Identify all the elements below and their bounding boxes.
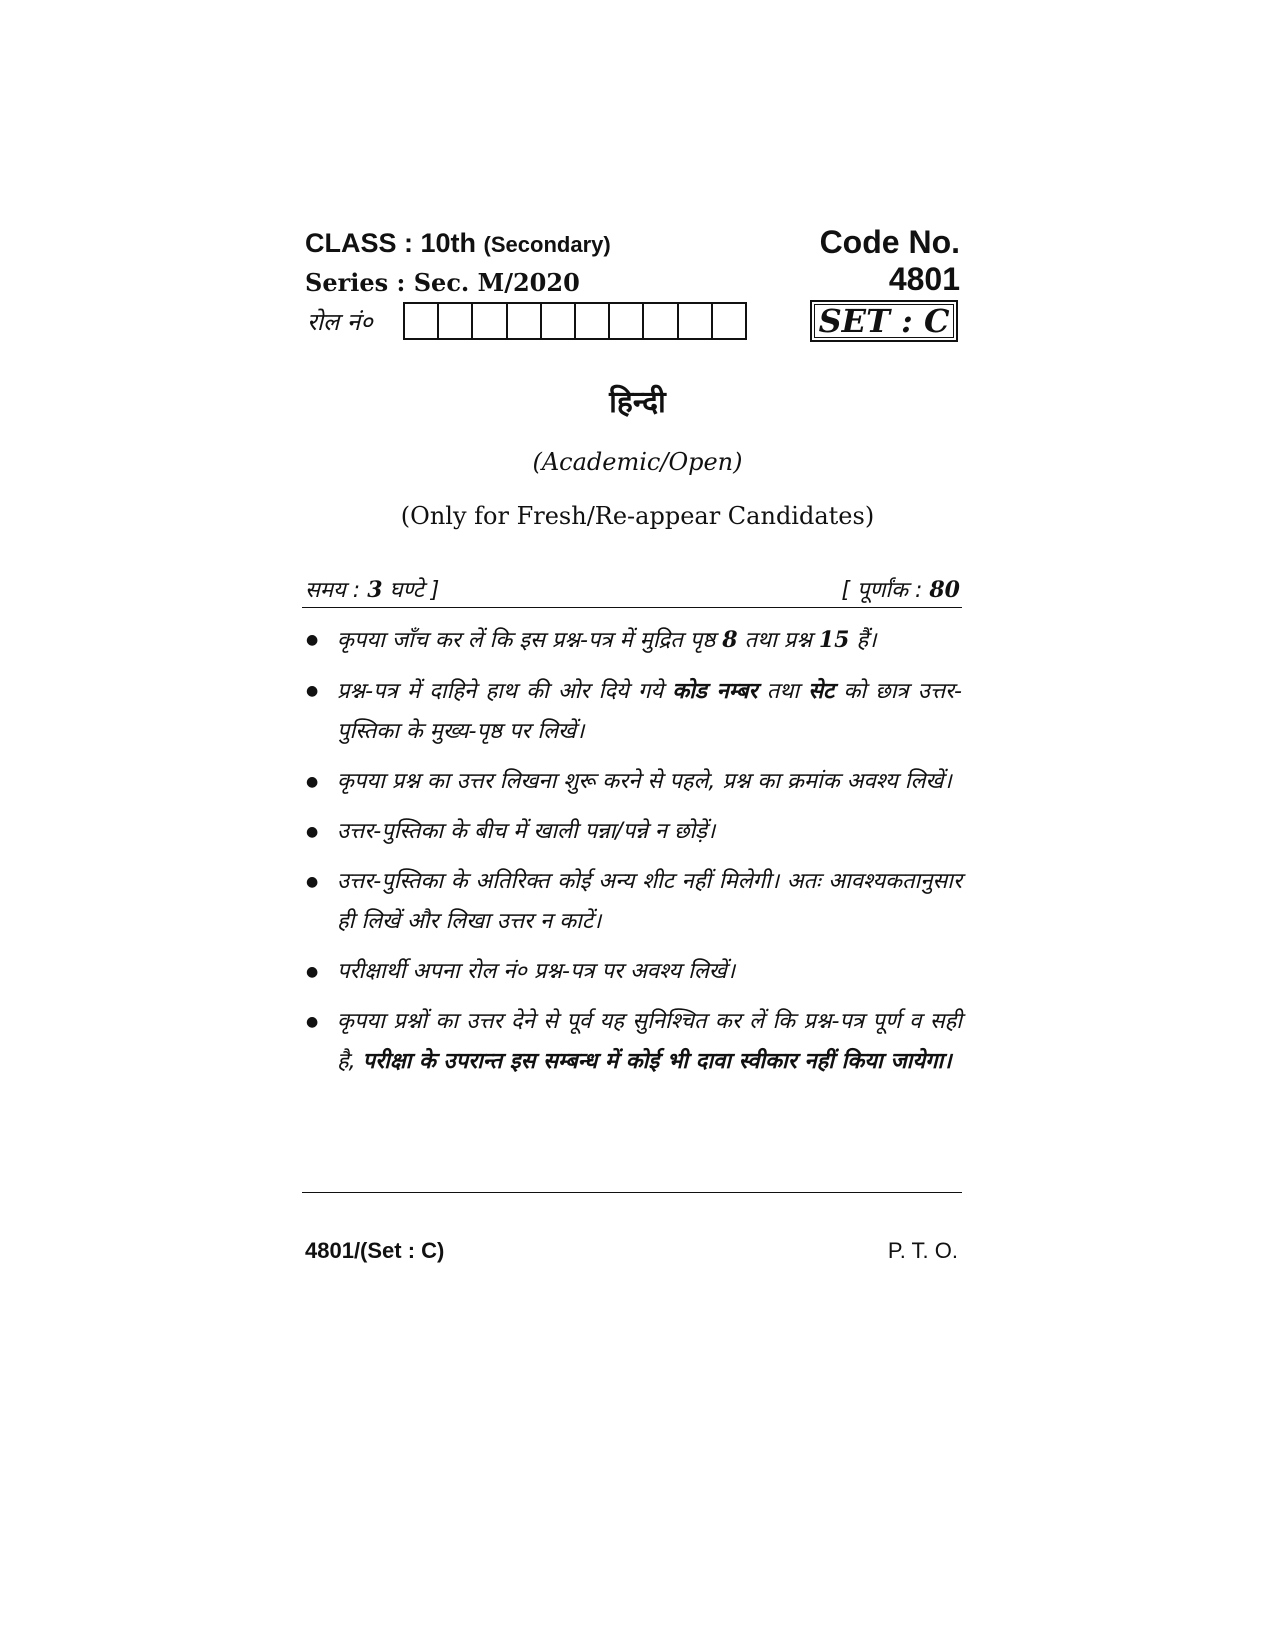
- code-number: Code No. 4801: [819, 224, 960, 297]
- roll-digit-box[interactable]: [508, 304, 542, 338]
- subject-title: हिन्दी: [609, 385, 666, 420]
- roll-digit-box[interactable]: [679, 304, 713, 338]
- instruction-item: ● उत्तर-पुस्तिका के अतिरिक्त कोई अन्य शीट नहीं मिलेगी। अतः आवश्यकतानुसार ही लिखें और लिखा उत्तर न काटें।: [302, 862, 962, 942]
- stream-label: (Academic/Open): [532, 448, 743, 476]
- time-label: समय :: [305, 578, 368, 603]
- roll-digit-box[interactable]: [610, 304, 644, 338]
- roll-digit-box[interactable]: [473, 304, 507, 338]
- roll-digit-box[interactable]: [644, 304, 678, 338]
- footer-code: 4801/(Set : C): [305, 1238, 445, 1263]
- set-badge: SET : C: [810, 300, 958, 342]
- divider-bottom: [302, 1192, 962, 1193]
- instruction-item: ● कृपया प्रश्न का उत्तर लिखना शुरू करने से पहले, प्रश्न का क्रमांक अवश्य लिखें।: [302, 762, 962, 802]
- time-allowed: [305, 574, 439, 604]
- instructions-list: [302, 620, 962, 1092]
- divider-top: [302, 607, 962, 608]
- roll-number-boxes[interactable]: [403, 302, 747, 340]
- marks-label: [ पूर्णांक :: [841, 578, 930, 603]
- time-unit: घण्टे ]: [382, 578, 440, 603]
- roll-digit-box[interactable]: [439, 304, 473, 338]
- class-label: [305, 228, 611, 259]
- roll-digit-box[interactable]: [713, 304, 745, 338]
- candidates-label: (Only for Fresh/Re-appear Candidates): [400, 502, 875, 530]
- time-value: 3: [367, 577, 383, 603]
- class-sub-text: (Secondary): [483, 232, 611, 257]
- roll-number-label: रोल नं०: [307, 308, 373, 336]
- max-marks: [740, 574, 960, 604]
- class-text: CLASS : 10th: [305, 228, 477, 258]
- marks-value: 80: [929, 577, 960, 603]
- instruction-item: ● कृपया जाँच कर लें कि इस प्रश्न-पत्र में मुद्रित पृष्ठ 8 तथा प्रश्न 15 हैं।: [302, 620, 962, 661]
- series-label: Series : Sec. M/2020: [305, 268, 580, 297]
- instruction-item: ● उत्तर-पुस्तिका के बीच में खाली पन्ना/पन्ने न छोड़ें।: [302, 812, 962, 852]
- roll-digit-box[interactable]: [405, 304, 439, 338]
- instruction-item: ● कृपया प्रश्नों का उत्तर देने से पूर्व यह सुनिश्चित कर लें कि प्रश्न-पत्र पूर्ण व सही है, परीक्षा के उपरान्त इस सम्बन्ध में कोई भी दावा स्वीकार नहीं किया जायेगा।: [302, 1002, 962, 1082]
- roll-digit-box[interactable]: [576, 304, 610, 338]
- instruction-item: ● परीक्षार्थी अपना रोल नं० प्रश्न-पत्र पर अवश्य लिखें।: [302, 952, 962, 992]
- instruction-item: ● प्रश्न-पत्र में दाहिने हाथ की ओर दिये गये कोड नम्बर तथा सेट को छात्र उत्तर-पुस्तिका के मुख्य-पृष्ठ पर लिखें।: [302, 671, 962, 752]
- roll-digit-box[interactable]: [542, 304, 576, 338]
- footer-pto: P. T. O.: [887, 1238, 958, 1263]
